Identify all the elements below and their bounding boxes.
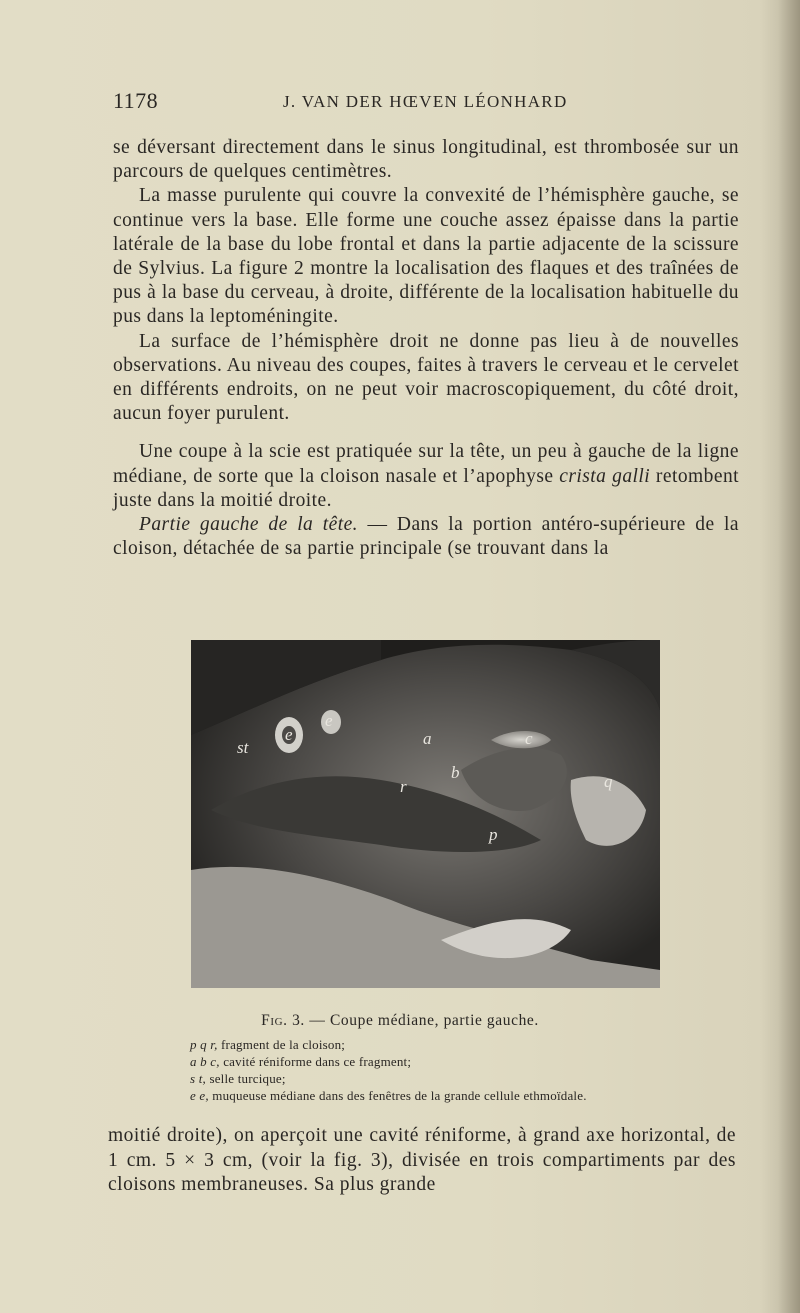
legend-text: muqueuse médiane dans des fenêtres de la grande cellule ethmoïdale. [212,1088,587,1103]
figure-label-p: p [489,825,498,844]
legend-key: e e, [190,1088,209,1103]
paragraph-4 [113,440,739,513]
legend-text: selle turcique; [209,1071,286,1086]
figure-label-r: r [400,777,407,796]
paragraph-1: se déversant directement dans le sinus longitudinal, est thrombosée sur un parcours de quelques centimètres. [113,137,739,183]
continuation-paragraph: moitié droite), on aperçoit une cavité réniforme, à grand axe horizontal, de 1 cm. 5 × 3 cm, (voir la fig. 3), divisée en trois compartiments par des cloisons membraneuses. Sa plus grande [108,1125,736,1195]
continuation-text [108,1124,736,1198]
paragraph-3: La surface de l’hémisphère droit ne donne pas lieu à de nouvelles observations. Au niveau des coupes, faites à travers le cerveau et le cervelet en différents endroits, on ne peut voir macroscopiquement, du côté droit, aucun foyer purulent. [113,330,739,425]
figure-photograph [191,640,660,988]
figure-image [191,640,660,988]
legend-text: cavité réniforme dans ce fragment; [223,1054,412,1069]
page-edge-shadow [778,0,800,1313]
running-title: J. VAN DER HŒVEN LÉONHARD [283,92,568,111]
figure-label-b: b [451,763,460,782]
figure-label-e-right: e [325,711,333,730]
legend-row [190,1036,730,1053]
legend-row [190,1053,730,1070]
paragraph-4-end: retombent juste dans la moitié droite. [113,465,740,511]
figure-label-c: c [525,729,533,748]
section-heading: Partie gauche de la tête. [139,514,359,536]
legend-row [190,1070,730,1087]
figure-caption [0,1012,800,1030]
figure-legend [190,1036,730,1104]
figure-caption-text: — Coupe médiane, partie gauche. [304,1012,539,1029]
page-number: 1178 [113,88,159,113]
legend-text: fragment de la cloison; [221,1037,346,1052]
running-head [113,88,738,118]
section-text: — Dans la portion antéro-supérieure de la cloison, détachée de sa partie principale (se trouvant dans la [113,514,739,560]
section-paragraph [113,513,739,561]
legend-key: s t, [190,1071,206,1086]
paragraph-2: La masse purulente qui couvre la convexité de l’hémisphère gauche, se continue vers la base. Elle forme une couche assez épaisse dans la partie latérale de la base du lobe frontal et dans la partie adjacente de la scissure de Sylvius. La figure 2 montre la localisation des flaques et des traînées de pus à la base du cerveau, à droite, différente de la localisation habituelle du pus dans la leptoméningite. [113,185,739,328]
figure-number: Fig. 3. [261,1012,305,1029]
crista-galli-term: crista galli [559,465,651,487]
figure-label-st: st [237,738,249,757]
legend-key: a b c, [190,1054,220,1069]
legend-key: p q r, [190,1037,218,1052]
paragraph-4-start: Une coupe à la scie est pratiquée sur la tête, un peu à gauche de la ligne médiane, de sorte que la cloison nasale et l’apophyse [113,441,739,487]
figure-label-a: a [423,729,432,748]
figure-label-e-left: e [285,725,293,744]
legend-row [190,1087,730,1104]
figure-label-q: q [604,772,613,791]
body-text [113,136,739,561]
